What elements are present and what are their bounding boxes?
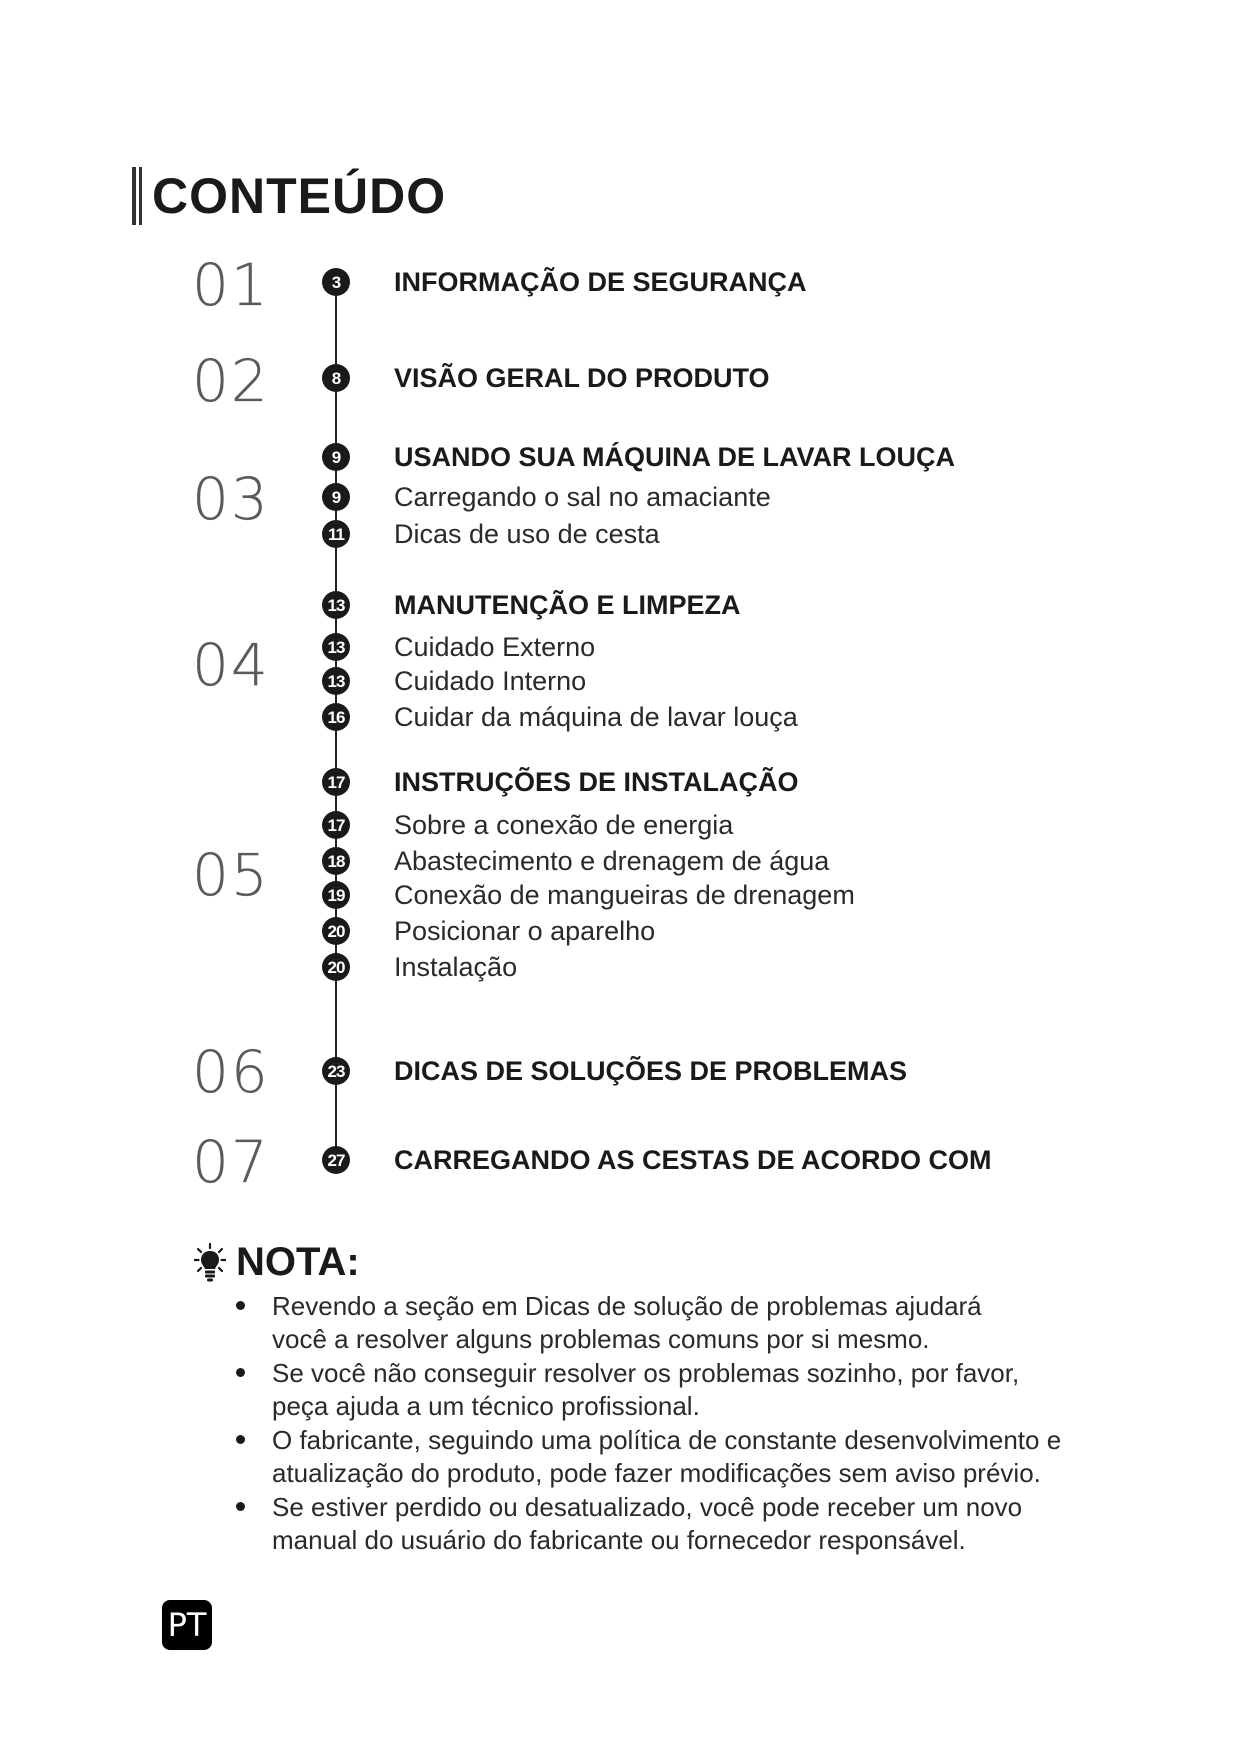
page-number-badge: 19: [322, 881, 350, 909]
page-number-badge: 23: [322, 1057, 350, 1085]
bullet-icon: [236, 1435, 245, 1444]
list-item: [236, 1424, 1156, 1490]
toc-heading-link[interactable]: USANDO SUA MÁQUINA DE LAVAR LOUÇA: [394, 442, 955, 472]
note-line: O fabricante, seguindo uma política de constante desenvolvimento e: [272, 1425, 1062, 1455]
page-number-badge: 8: [322, 364, 350, 392]
page-number-badge: 17: [322, 811, 350, 839]
note-line: peça ajuda a um técnico profissional.: [272, 1391, 700, 1421]
note-line: Se você não conseguir resolver os problemas sozinho, por favor,: [272, 1358, 1020, 1388]
note-line: atualização do produto, pode fazer modificações sem aviso prévio.: [272, 1458, 1041, 1488]
page-number-badge: 18: [322, 847, 350, 875]
note-list: [236, 1290, 1156, 1558]
note-header: [194, 1240, 360, 1285]
toc-heading-link[interactable]: MANUTENÇÃO E LIMPEZA: [394, 590, 741, 620]
note-line: você a resolver alguns problemas comuns por si mesmo.: [272, 1324, 930, 1354]
page-number-badge: 13: [322, 667, 350, 695]
bullet-icon: [236, 1502, 245, 1511]
toc-heading-link[interactable]: INSTRUÇÕES DE INSTALAÇÃO: [394, 767, 799, 797]
section-number-02: 02: [192, 347, 270, 415]
page-title: CONTEÚDO: [152, 168, 447, 224]
toc-subitem-link[interactable]: Dicas de uso de cesta: [394, 519, 660, 549]
bullet-icon: [236, 1368, 245, 1377]
toc-subitem-link[interactable]: Cuidado Interno: [394, 666, 587, 696]
toc-heading-link[interactable]: INFORMAÇÃO DE SEGURANÇA: [394, 267, 807, 297]
page-number-badge: 9: [322, 483, 350, 511]
section-number-04: 04: [192, 631, 270, 699]
page-title-block: [132, 166, 446, 226]
page-number-badge: 20: [322, 917, 350, 945]
toc-heading-link[interactable]: VISÃO GERAL DO PRODUTO: [394, 363, 770, 393]
toc-subitem-link[interactable]: Conexão de mangueiras de drenagem: [394, 880, 855, 910]
page-number-badge: 20: [322, 953, 350, 981]
note-line: Revendo a seção em Dicas de solução de problemas ajudará: [272, 1291, 982, 1321]
title-accent-bar: [132, 167, 142, 225]
toc-subitem-link[interactable]: Cuidar da máquina de lavar louça: [394, 702, 798, 732]
note-line: manual do usuário do fabricante ou fornecedor responsável.: [272, 1525, 966, 1555]
page-number-badge: 16: [322, 703, 350, 731]
list-item: [236, 1491, 1156, 1557]
list-item: [236, 1357, 1156, 1423]
page-number-badge: 13: [322, 591, 350, 619]
toc-subitem-link[interactable]: Instalação: [394, 952, 518, 982]
bullet-icon: [236, 1301, 245, 1310]
page-number-badge: 3: [322, 268, 350, 296]
note-line: Se estiver perdido ou desatualizado, você pode receber um novo: [272, 1492, 1023, 1522]
page-number-badge: 9: [322, 443, 350, 471]
toc-heading-link[interactable]: DICAS DE SOLUÇÕES DE PROBLEMAS: [394, 1056, 908, 1086]
section-number-05: 05: [192, 841, 270, 909]
section-number-07: 07: [192, 1128, 270, 1196]
toc-subitem-link[interactable]: Sobre a conexão de energia: [394, 810, 734, 840]
toc-subitem-link[interactable]: Carregando o sal no amaciante: [394, 482, 771, 512]
section-number-01: 01: [192, 251, 270, 319]
toc-subitem-link[interactable]: Posicionar o aparelho: [394, 916, 656, 946]
toc-subitem-link[interactable]: Cuidado Externo: [394, 632, 596, 662]
lightbulb-icon: [194, 1243, 226, 1283]
list-item: [236, 1290, 1156, 1356]
section-number-03: 03: [192, 465, 270, 533]
toc-heading-link[interactable]: CARREGANDO AS CESTAS DE ACORDO COM: [394, 1145, 992, 1175]
toc-subitem-link[interactable]: Abastecimento e drenagem de água: [394, 846, 830, 876]
page-number-badge: 17: [322, 768, 350, 796]
language-badge: PT: [162, 1600, 212, 1650]
section-number-06: 06: [192, 1038, 270, 1106]
page-number-badge: 27: [322, 1146, 350, 1174]
note-title: NOTA:: [236, 1240, 360, 1284]
page-number-badge: 13: [322, 633, 350, 661]
page-number-badge: 11: [322, 520, 350, 548]
